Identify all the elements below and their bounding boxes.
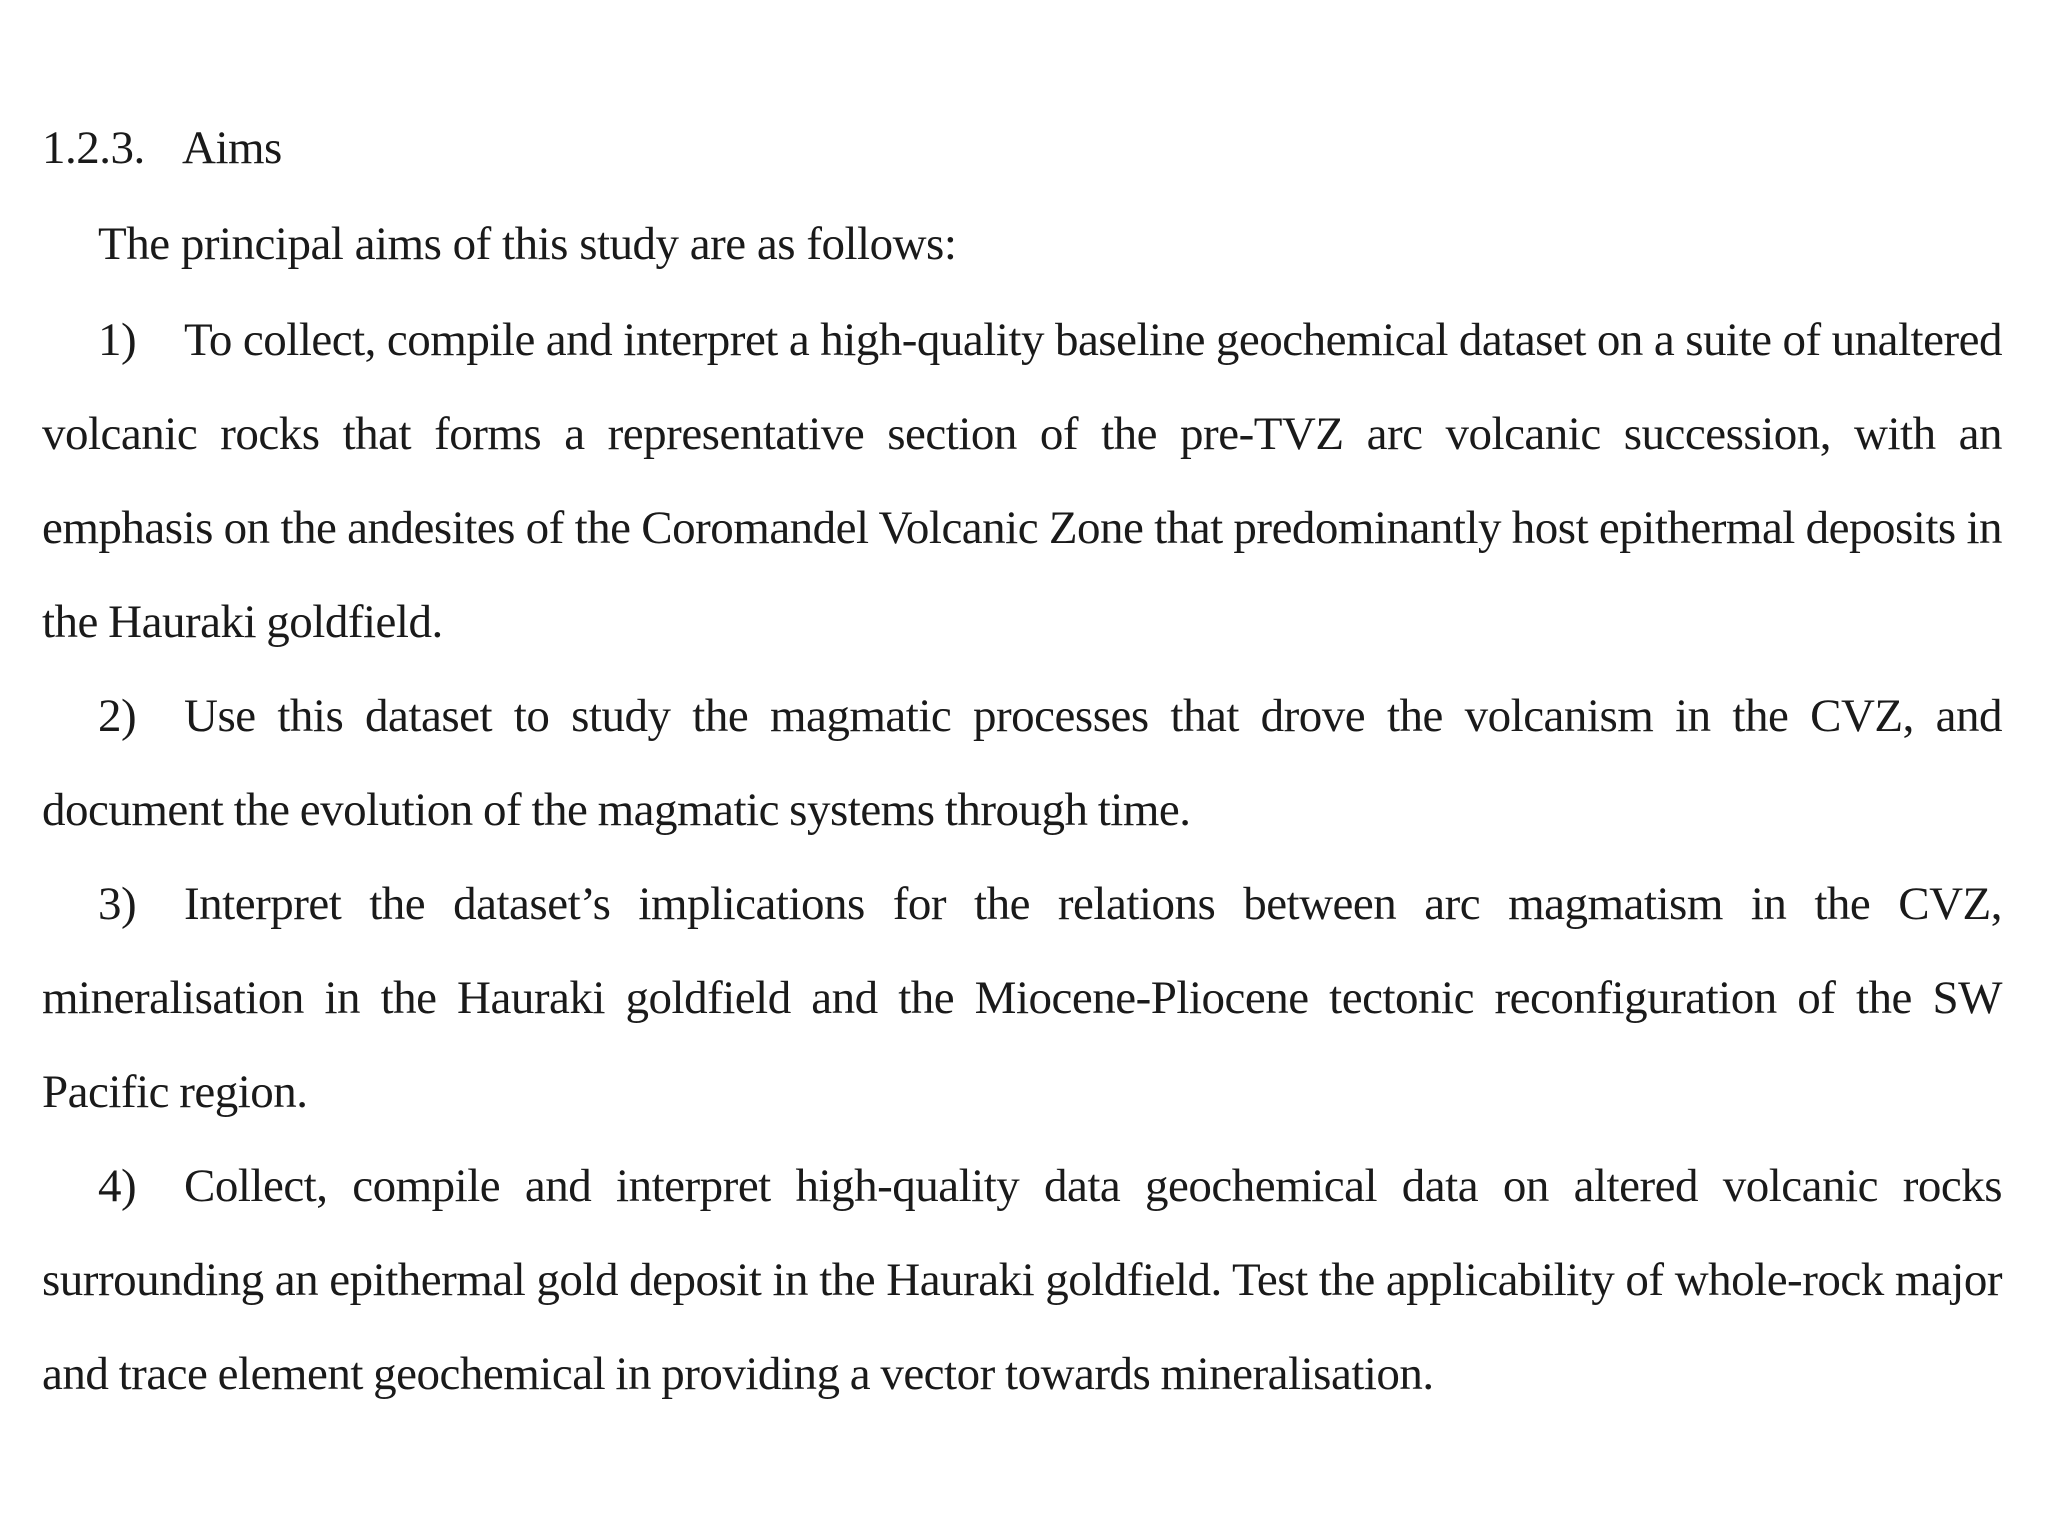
intro-paragraph: The principal aims of this study are as follows:	[98, 218, 957, 270]
aim-text: Collect, compile and interpret high-quality data geochemical data on altered volcanic rocks surrounding an epithermal gold deposit in the Hauraki goldfield. Test the applicability of whole-rock major and trace element geochemical in providing a vector towards mineralisation.	[42, 1160, 2002, 1400]
aim-number: 3)	[98, 878, 137, 930]
aim-number: 4)	[98, 1160, 137, 1212]
section-title: Aims	[182, 122, 282, 174]
aim-text: To collect, compile and interpret a high-quality baseline geochemical dataset on a suite of unaltered volcanic rocks that forms a representative section of the pre-TVZ arc volcanic succession, with an emphasis on the andesites of the Coromandel Volcanic Zone that predominantly host epithermal deposits in the Hauraki goldfield.	[42, 314, 2002, 648]
aim-item-4	[42, 1139, 2002, 1421]
section-number: 1.2.3.	[42, 122, 145, 174]
aim-item-1	[42, 293, 2002, 669]
section-heading	[42, 118, 282, 178]
aim-item-2	[42, 669, 2002, 857]
aim-number: 1)	[98, 314, 137, 366]
aim-item-3	[42, 857, 2002, 1139]
aim-text: Use this dataset to study the magmatic processes that drove the volcanism in the CVZ, and document the evolution of the magmatic systems through time.	[42, 690, 2002, 836]
aim-number: 2)	[98, 690, 137, 742]
aim-text: Interpret the dataset’s implications for the relations between arc magmatism in the CVZ, mineralisation in the Hauraki goldfield and the Miocene-Pliocene tectonic reconfiguration of the SW Pacific region.	[42, 878, 2002, 1118]
